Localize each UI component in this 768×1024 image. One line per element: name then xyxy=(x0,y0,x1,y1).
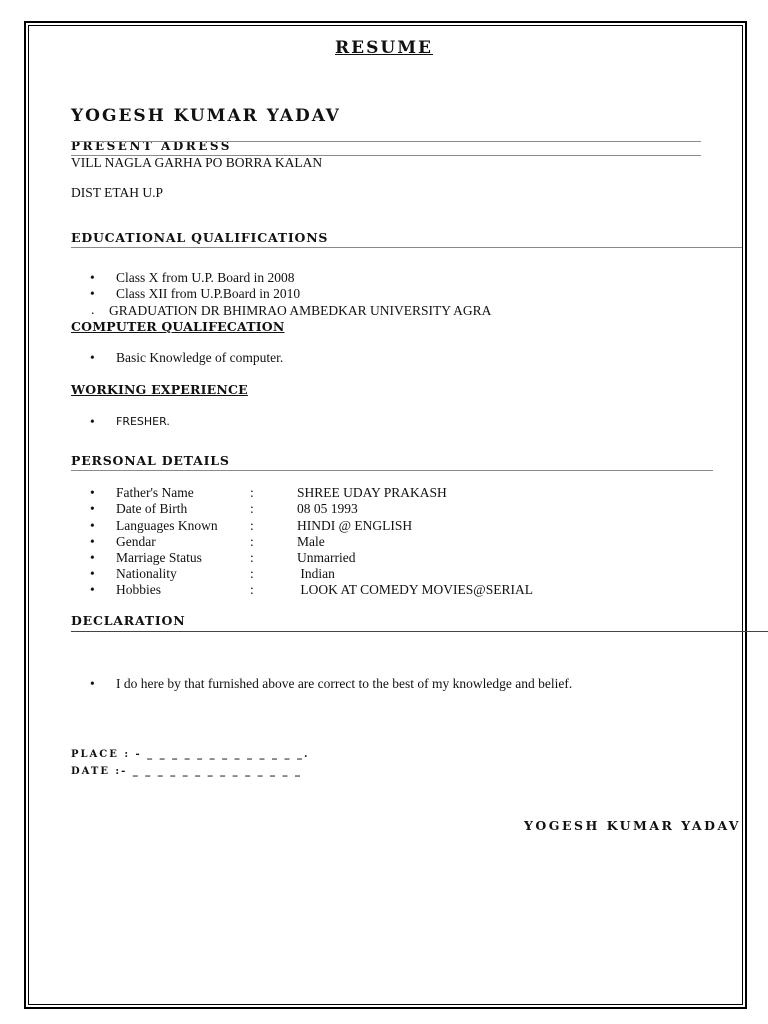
address-heading: PRESENT ADRESS xyxy=(71,139,232,153)
document-title: RESUME xyxy=(335,38,433,58)
address-line-1: VILL NAGLA GARHA PO BORRA KALAN xyxy=(71,155,323,170)
declaration-rule xyxy=(71,631,768,632)
candidate-name: YOGESH KUMAR YADAV xyxy=(71,106,341,126)
graduation-line: GRADUATION DR BHIMRAO AMBEDKAR UNIVERSITY AGRA xyxy=(109,303,492,318)
list-item: • I do here by that furnished above are correct to the best of my knowledge and belief. xyxy=(90,676,573,691)
list-item: • Class XII from U.P.Board in 2010 xyxy=(90,286,301,302)
address-line-2: DIST ETAH U.P xyxy=(71,185,164,200)
computer-list xyxy=(90,350,283,366)
education-list xyxy=(90,270,300,303)
declaration-list xyxy=(90,676,572,692)
date-field: DATE :- _ _ _ _ _ _ _ _ _ _ _ _ _ _ xyxy=(71,766,303,777)
list-item: • Basic Knowledge of computer. xyxy=(90,350,284,365)
experience-list xyxy=(90,414,170,430)
education-rule xyxy=(71,247,742,248)
signature-name: YOGESH KUMAR YADAV xyxy=(524,818,741,833)
graduation-marker: . xyxy=(91,302,95,317)
computer-heading: COMPUTER QUALIFECATION xyxy=(71,319,285,334)
address-rule-top xyxy=(71,141,701,142)
experience-heading: WORKING EXPERIENCE xyxy=(71,382,248,397)
list-item: • FRESHER. xyxy=(90,414,170,429)
personal-heading: PERSONAL DETAILS xyxy=(71,453,230,468)
place-field: PLACE : - _ _ _ _ _ _ _ _ _ _ _ _ _. xyxy=(71,749,310,760)
education-heading: EDUCATIONAL QUALIFICATIONS xyxy=(71,230,329,245)
list-item: • Class X from U.P. Board in 2008 xyxy=(90,270,295,285)
declaration-heading: DECLARATION xyxy=(71,613,186,628)
declaration-text: I do here by that furnished above are correct to the best of my knowledge and belief. xyxy=(116,676,573,691)
personal-rule xyxy=(71,470,713,471)
